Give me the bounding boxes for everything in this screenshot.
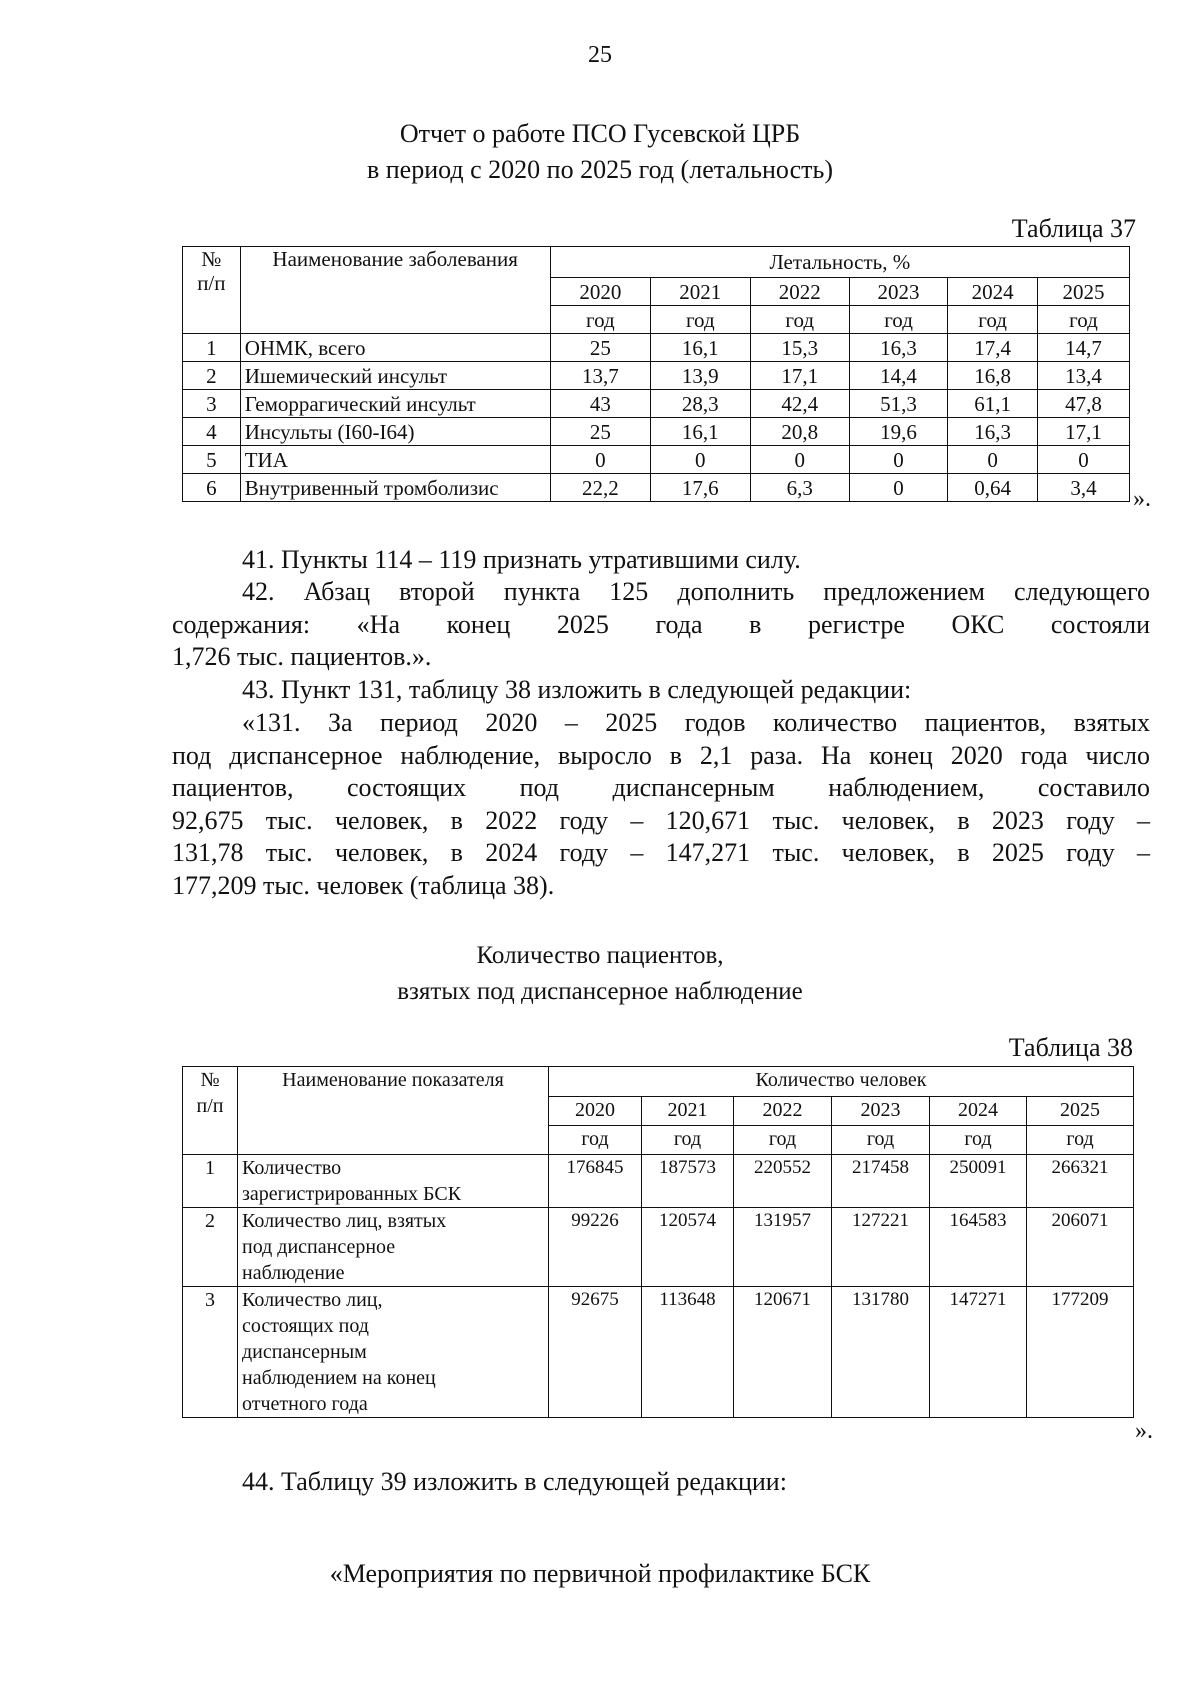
cell-value: 206071 bbox=[1027, 1208, 1134, 1287]
table37-title-line1: Отчет о работе ПСО Гусевской ЦРБ bbox=[399, 119, 801, 148]
row-name: Внутривенный тромболизис bbox=[240, 474, 550, 502]
table-row bbox=[183, 334, 1130, 362]
cell-value: 120574 bbox=[642, 1208, 734, 1287]
table-row bbox=[183, 446, 1130, 474]
table38-group-header: Количество человек bbox=[549, 1067, 1134, 1097]
cell-value: 16,3 bbox=[948, 418, 1038, 446]
row-number: 3 bbox=[183, 1287, 238, 1418]
cell-value: 20,8 bbox=[750, 418, 849, 446]
table37-year-unit: год bbox=[849, 306, 947, 334]
table38 bbox=[182, 1066, 1134, 1418]
table37-caption: Таблица 37 bbox=[1011, 214, 1136, 243]
table38-caption: Таблица 38 bbox=[1008, 1033, 1133, 1062]
table37-name-header: Наименование заболевания bbox=[240, 247, 550, 334]
row-name: Инсульты (I60-I64) bbox=[240, 418, 550, 446]
cell-value: 16,1 bbox=[651, 334, 750, 362]
table38-year: 2020 bbox=[549, 1097, 642, 1126]
cell-value: 187573 bbox=[642, 1155, 734, 1208]
table38-title-line2: взятых под диспансерное наблюдение bbox=[397, 978, 803, 1005]
table37-year-unit: год bbox=[750, 306, 849, 334]
row-name: Ишемический инсульт bbox=[240, 362, 550, 390]
table38-year-unit: год bbox=[734, 1126, 832, 1155]
cell-value: 17,6 bbox=[651, 474, 750, 502]
table38-year-unit: год bbox=[930, 1126, 1027, 1155]
table37-year-unit: год bbox=[651, 306, 750, 334]
table38-year: 2021 bbox=[642, 1097, 734, 1126]
cell-value: 127221 bbox=[832, 1208, 930, 1287]
table37-group-header: Летальность, % bbox=[550, 247, 1129, 278]
cell-value: 250091 bbox=[930, 1155, 1027, 1208]
table-row bbox=[183, 362, 1130, 390]
cell-value: 19,6 bbox=[849, 418, 947, 446]
cell-value: 61,1 bbox=[948, 390, 1038, 418]
cell-value: 47,8 bbox=[1037, 390, 1129, 418]
table37-year: 2020 bbox=[550, 278, 650, 306]
table37-num-header: № п/п bbox=[183, 247, 241, 334]
table-row bbox=[183, 390, 1130, 418]
next-table-title: «Мероприятия по первичной профилактике БСК bbox=[329, 1559, 871, 1588]
cell-value: 147271 bbox=[930, 1287, 1027, 1418]
cell-value: 164583 bbox=[930, 1208, 1027, 1287]
table38-closing-quote: ». bbox=[1135, 1418, 1153, 1444]
row-name: Количество лиц, взятых под диспансерное наблюдение bbox=[238, 1208, 549, 1287]
cell-value: 0 bbox=[849, 446, 947, 474]
cell-value: 14,7 bbox=[1037, 334, 1129, 362]
cell-value: 92675 bbox=[549, 1287, 642, 1418]
table37-title-line2: в период с 2020 по 2025 год (летальность) bbox=[366, 155, 833, 184]
cell-value: 266321 bbox=[1027, 1155, 1134, 1208]
row-number: 4 bbox=[183, 418, 241, 446]
cell-value: 14,4 bbox=[849, 362, 947, 390]
table38-num-header: № п/п bbox=[183, 1067, 238, 1155]
cell-value: 17,1 bbox=[1037, 418, 1129, 446]
row-name: ОНМК, всего bbox=[240, 334, 550, 362]
cell-value: 13,9 bbox=[651, 362, 750, 390]
row-number: 2 bbox=[183, 1208, 238, 1287]
row-number: 2 bbox=[183, 362, 241, 390]
cell-value: 120671 bbox=[734, 1287, 832, 1418]
cell-value: 131957 bbox=[734, 1208, 832, 1287]
table37-year: 2025 bbox=[1037, 278, 1129, 306]
cell-value: 176845 bbox=[549, 1155, 642, 1208]
table-row bbox=[183, 1208, 1134, 1287]
paragraph-44: 44. Таблицу 39 изложить в следующей редакции: bbox=[242, 1467, 787, 1496]
table38-year: 2023 bbox=[832, 1097, 930, 1126]
table37-year: 2023 bbox=[849, 278, 947, 306]
table37-closing-quote: ». bbox=[1133, 486, 1151, 512]
table38-name-header: Наименование показателя bbox=[238, 1067, 549, 1155]
table38-year: 2022 bbox=[734, 1097, 832, 1126]
table38-year-unit: год bbox=[1027, 1126, 1134, 1155]
cell-value: 17,1 bbox=[750, 362, 849, 390]
table-row bbox=[183, 1287, 1134, 1418]
cell-value: 113648 bbox=[642, 1287, 734, 1418]
cell-value: 51,3 bbox=[849, 390, 947, 418]
cell-value: 0 bbox=[651, 446, 750, 474]
table37-year: 2024 bbox=[948, 278, 1038, 306]
page-number: 25 bbox=[588, 42, 612, 68]
cell-value: 0 bbox=[849, 474, 947, 502]
row-name: ТИА bbox=[240, 446, 550, 474]
cell-value: 25 bbox=[550, 418, 650, 446]
table38-year-unit: год bbox=[832, 1126, 930, 1155]
cell-value: 42,4 bbox=[750, 390, 849, 418]
table-row bbox=[183, 418, 1130, 446]
table38-title bbox=[0, 938, 1200, 1010]
row-name: Количество зарегистрированных БСК bbox=[238, 1155, 549, 1208]
cell-value: 217458 bbox=[832, 1155, 930, 1208]
cell-value: 220552 bbox=[734, 1155, 832, 1208]
cell-value: 6,3 bbox=[750, 474, 849, 502]
table38-year-unit: год bbox=[642, 1126, 734, 1155]
table38-year: 2024 bbox=[930, 1097, 1027, 1126]
table37-year: 2021 bbox=[651, 278, 750, 306]
cell-value: 3,4 bbox=[1037, 474, 1129, 502]
table37-year-unit: год bbox=[948, 306, 1038, 334]
table38-year: 2025 bbox=[1027, 1097, 1134, 1126]
row-number: 1 bbox=[183, 1155, 238, 1208]
table-row bbox=[183, 1155, 1134, 1208]
cell-value: 131780 bbox=[832, 1287, 930, 1418]
cell-value: 16,1 bbox=[651, 418, 750, 446]
table37-year: 2022 bbox=[750, 278, 849, 306]
cell-value: 16,3 bbox=[849, 334, 947, 362]
paragraph-131: «131. За период 2020 – 2025 годов количество пациентов, взятых под диспансерное наблюдение, выросло в 2,1 раза. На конец 2020 года число пациентов, состоящих под диспансерным наблюдением, составило 92,675 тыс. человек, в 2022 году – 120,671 тыс. человек, в 2023 году – 131,78 тыс. человек, в 2024 году – 147,271 тыс. человек, в 2025 году – 177,209 тыс. человек (таблица 38). bbox=[172, 708, 1150, 900]
cell-value: 0 bbox=[948, 446, 1038, 474]
cell-value: 0 bbox=[1037, 446, 1129, 474]
table37-year-unit: год bbox=[1037, 306, 1129, 334]
cell-value: 15,3 bbox=[750, 334, 849, 362]
paragraph-41: 41. Пункты 114 – 119 признать утратившими силу. bbox=[242, 545, 801, 574]
cell-value: 22,2 bbox=[550, 474, 650, 502]
cell-value: 17,4 bbox=[948, 334, 1038, 362]
row-name: Геморрагический инсульт bbox=[240, 390, 550, 418]
cell-value: 13,4 bbox=[1037, 362, 1129, 390]
row-number: 6 bbox=[183, 474, 241, 502]
table-row bbox=[183, 474, 1130, 502]
row-name: Количество лиц, состоящих под диспансерным наблюдением на конец отчетного года bbox=[238, 1287, 549, 1418]
table38-title-line1: Количество пациентов, bbox=[476, 942, 724, 969]
row-number: 5 bbox=[183, 446, 241, 474]
cell-value: 0 bbox=[550, 446, 650, 474]
paragraph-42: 42. Абзац второй пункта 125 дополнить предложением следующего содержания: «На конец 2025 года в регистре ОКС состояли 1,726 тыс. пациентов.». bbox=[172, 577, 1150, 672]
cell-value: 16,8 bbox=[948, 362, 1038, 390]
cell-value: 0,64 bbox=[948, 474, 1038, 502]
table37-title bbox=[0, 116, 1200, 188]
cell-value: 25 bbox=[550, 334, 650, 362]
cell-value: 13,7 bbox=[550, 362, 650, 390]
cell-value: 28,3 bbox=[651, 390, 750, 418]
row-number: 1 bbox=[183, 334, 241, 362]
paragraph-43: 43. Пункт 131, таблицу 38 изложить в следующей редакции: bbox=[242, 675, 912, 704]
table38-year-unit: год bbox=[549, 1126, 642, 1155]
cell-value: 0 bbox=[750, 446, 849, 474]
cell-value: 43 bbox=[550, 390, 650, 418]
row-number: 3 bbox=[183, 390, 241, 418]
table37-year-unit: год bbox=[550, 306, 650, 334]
cell-value: 177209 bbox=[1027, 1287, 1134, 1418]
cell-value: 99226 bbox=[549, 1208, 642, 1287]
table37 bbox=[182, 246, 1130, 502]
